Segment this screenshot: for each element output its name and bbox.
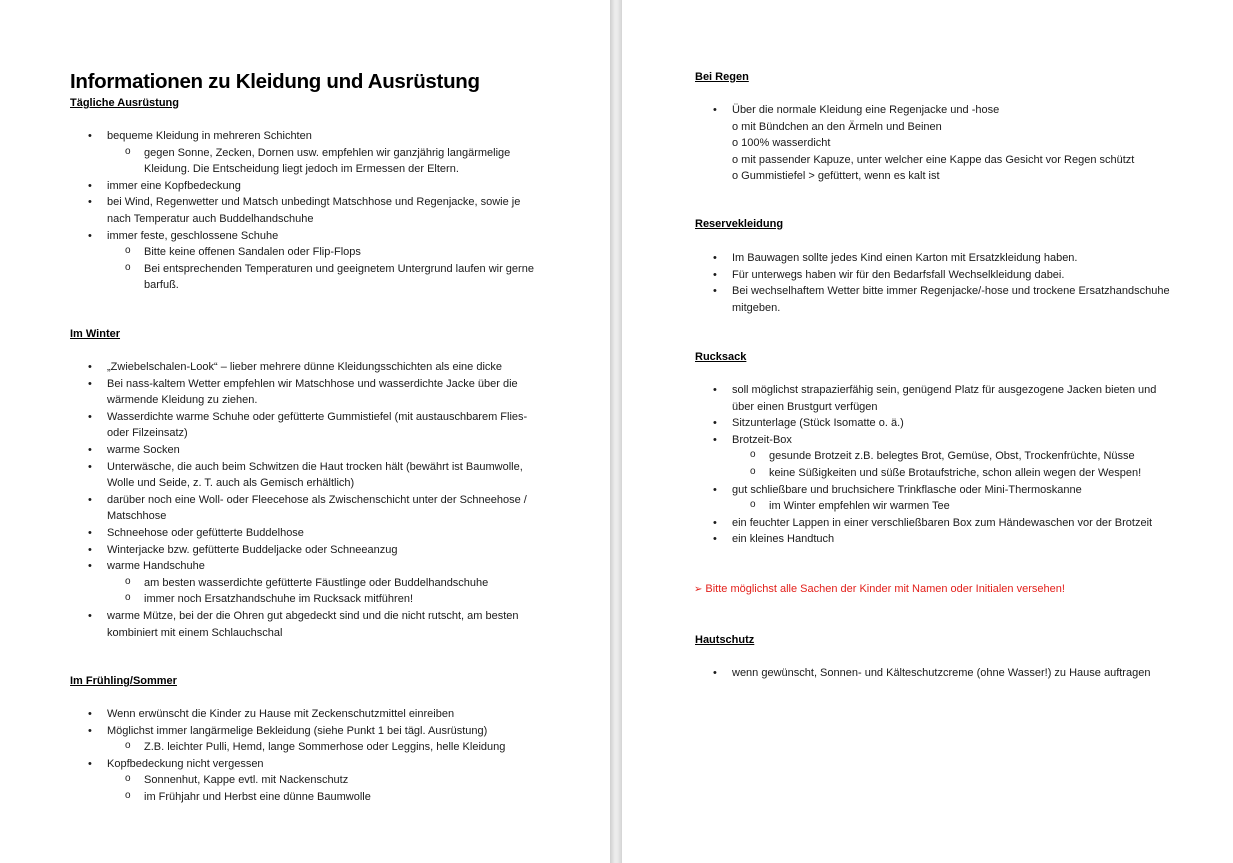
list-item (70, 359, 540, 376)
list-item-text: • wenn gewünscht, Sonnen- und Kälteschutzcreme (ohne Wasser!) zu Hause auftragen (732, 667, 1151, 679)
sub-list-item (695, 498, 1175, 515)
notice-text: Bitte möglichst alle Sachen der Kinder mit Namen oder Initialen versehen! (705, 583, 1065, 595)
list-item (695, 665, 1175, 682)
list-item-text: o mit Bündchen an den Ärmeln und Beinen (732, 120, 942, 133)
list-item (70, 194, 540, 227)
list-item-text: • Für unterwegs haben wir für den Bedarfsfall Wechselkleidung dabei. (732, 268, 1065, 281)
list-im-winter (70, 359, 540, 641)
list-item-text: o Bei entsprechenden Temperaturen und geeignetem Untergrund laufen wir gerne barfuß. (144, 262, 534, 292)
list-item (695, 250, 1175, 267)
list-item-text: o am besten wasserdichte gefütterte Fäustlinge oder Buddelhandschuhe (144, 576, 489, 589)
page-gutter (610, 0, 622, 863)
list-item-text: • Über die normale Kleidung eine Regenjacke und -hose (732, 104, 1000, 116)
sub-list-item (70, 739, 540, 756)
sub-list-item (70, 772, 540, 789)
list-item-text: o im Frühjahr und Herbst eine dünne Baumwolle (144, 790, 371, 803)
notice-name-labels (694, 583, 1065, 595)
list-item-text: • bequeme Kleidung in mehreren Schichten (107, 130, 312, 142)
list-item-text: • Kopfbedeckung nicht vergessen (107, 757, 264, 770)
list-reservekleidung (695, 250, 1175, 316)
list-item-text: • Möglichst immer langärmelige Bekleidung (siehe Punkt 1 bei tägl. Ausrüstung) (107, 724, 488, 737)
sub-list-item (70, 261, 540, 294)
list-bei-regen (695, 102, 1175, 185)
list-item (695, 382, 1175, 415)
list-item-text: • Bei nass-kaltem Wetter empfehlen wir Matschhose und wasserdichte Jacke über die wärmende Kleidung zu ziehen. (107, 377, 518, 407)
list-item (695, 415, 1175, 432)
list-item-text: • ein kleines Handtuch (732, 533, 835, 546)
list-item (695, 482, 1175, 499)
list-item-text: o Bitte keine offenen Sandalen oder Flip-Flops (144, 246, 361, 259)
heading-im-fruehling-sommer: Im Frühling/Sommer (70, 675, 177, 687)
list-item (70, 492, 540, 525)
list-item-text: • soll möglichst strapazierfähig sein, genügend Platz für ausgezogene Jacken bieten und über einen Brustgurt verfügen (732, 384, 1157, 413)
list-item-text: o gegen Sonne, Zecken, Dornen usw. empfehlen wir ganzjährig langärmelige Kleidung. Die Entscheidung liegt jedoch im Ermessen der Eltern. (144, 146, 511, 176)
heading-bei-regen: Bei Regen (695, 71, 749, 83)
list-item (70, 178, 540, 195)
list-item (695, 152, 1175, 169)
list-item-text: o 100% wasserdicht (732, 137, 831, 150)
list-item (695, 283, 1175, 316)
list-item-text: o Gummistiefel > gefüttert, wenn es kalt ist (732, 170, 940, 183)
list-item-text: o mit passender Kapuze, unter welcher eine Kappe das Gesicht vor Regen schützt (732, 153, 1135, 166)
list-item (695, 515, 1175, 532)
sub-list-item (70, 145, 540, 178)
list-item-text: o im Winter empfehlen wir warmen Tee (769, 500, 950, 513)
list-item (695, 135, 1175, 152)
list-item-text: • Wasserdichte warme Schuhe oder gefütterte Gummistiefel (mit austauschbarem Flies- oder Filzeinsatz) (107, 410, 528, 440)
list-im-fruehling-sommer (70, 706, 540, 806)
list-item-text: • Bei wechselhaftem Wetter bitte immer Regenjacke/-hose und trockene Ersatzhandschuhe mitgeben. (732, 285, 1170, 314)
list-item-text: • immer eine Kopfbedeckung (107, 179, 241, 192)
list-item-text: • „Zwiebelschalen-Look“ – lieber mehrere dünne Kleidungsschichten als eine dicke (107, 361, 503, 373)
list-item-text: • warme Mütze, bei der die Ohren gut abgedeckt sind und die nicht rutscht, am besten kombiniert mit einem Schlauchschal (107, 609, 519, 639)
list-item (695, 267, 1175, 284)
list-item-text: o immer noch Ersatzhandschuhe im Rucksack mitführen! (144, 593, 413, 606)
list-item (695, 168, 1175, 185)
heading-taegliche-ausruestung: Tägliche Ausrüstung (70, 97, 179, 109)
list-item (70, 376, 540, 409)
list-item-text: o Z.B. leichter Pulli, Hemd, lange Sommerhose oder Leggins, helle Kleidung (144, 741, 506, 754)
list-item (70, 542, 540, 559)
list-item (70, 459, 540, 492)
list-item (695, 432, 1175, 449)
list-item-text: o Sonnenhut, Kappe evtl. mit Nackenschutz (144, 774, 349, 787)
list-item (70, 442, 540, 459)
document-title: Informationen zu Kleidung und Ausrüstung (70, 70, 480, 93)
list-item (695, 119, 1175, 136)
list-taegliche-ausruestung (70, 128, 540, 294)
list-item (70, 608, 540, 641)
sub-list-item (695, 448, 1175, 465)
heading-rucksack: Rucksack (695, 351, 747, 363)
list-item-text: • Winterjacke bzw. gefütterte Buddeljacke oder Schneeanzug (107, 543, 398, 556)
list-item-text: • ein feuchter Lappen in einer verschließbaren Box zum Händewaschen vor der Brotzeit (732, 516, 1153, 529)
list-rucksack (695, 382, 1175, 548)
list-hautschutz (695, 665, 1175, 682)
list-item-text: • immer feste, geschlossene Schuhe (107, 229, 279, 242)
heading-reservekleidung: Reservekleidung (695, 218, 784, 230)
sub-list-item (70, 244, 540, 261)
list-item (70, 228, 540, 245)
list-item (695, 531, 1175, 548)
list-item (70, 409, 540, 442)
sub-list-item (70, 789, 540, 806)
arrow-bullet-icon: ➢ (694, 584, 703, 595)
sub-list-item (695, 465, 1175, 482)
sub-list-item (70, 575, 540, 592)
list-item (70, 525, 540, 542)
list-item (70, 723, 540, 740)
sub-list-item (70, 591, 540, 608)
list-item-text: • gut schließbare und bruchsichere Trinkflasche oder Mini-Thermoskanne (732, 483, 1082, 496)
list-item-text: • Im Bauwagen sollte jedes Kind einen Karton mit Ersatzkleidung haben. (732, 252, 1078, 264)
list-item-text: • Unterwäsche, die auch beim Schwitzen die Haut trocken hält (bewährt ist Baumwolle, Wolle und Seide, z. T. auch als Gemisch erhältlich) (107, 460, 523, 490)
list-item (70, 756, 540, 773)
heading-im-winter: Im Winter (70, 328, 121, 340)
list-item (695, 102, 1175, 119)
list-item-text: • Schneehose oder gefütterte Buddelhose (107, 526, 304, 539)
list-item-text: • warme Handschuhe (107, 560, 205, 573)
list-item-text: • warme Socken (107, 443, 180, 456)
list-item-text: • Brotzeit-Box (732, 433, 792, 446)
list-item-text: • bei Wind, Regenwetter und Matsch unbedingt Matschhose und Regenjacke, sowie je nach Temperatur auch Buddelhandschuhe (107, 196, 521, 225)
list-item (70, 706, 540, 723)
list-item-text: • darüber noch eine Woll- oder Fleecehose als Zwischenschicht unter der Schneehose / Matschhose (107, 493, 527, 523)
list-item-text: o keine Süßigkeiten und süße Brotaufstriche, schon allein wegen der Wespen! (769, 466, 1142, 479)
list-item-text: o gesunde Brotzeit z.B. belegtes Brot, Gemüse, Obst, Trockenfrüchte, Nüsse (769, 450, 1135, 463)
list-item (70, 128, 540, 145)
heading-hautschutz: Hautschutz (695, 634, 755, 646)
list-item (70, 558, 540, 575)
list-item-text: • Wenn erwünscht die Kinder zu Hause mit Zeckenschutzmittel einreiben (107, 708, 455, 720)
list-item-text: • Sitzunterlage (Stück Isomatte o. ä.) (732, 417, 904, 430)
